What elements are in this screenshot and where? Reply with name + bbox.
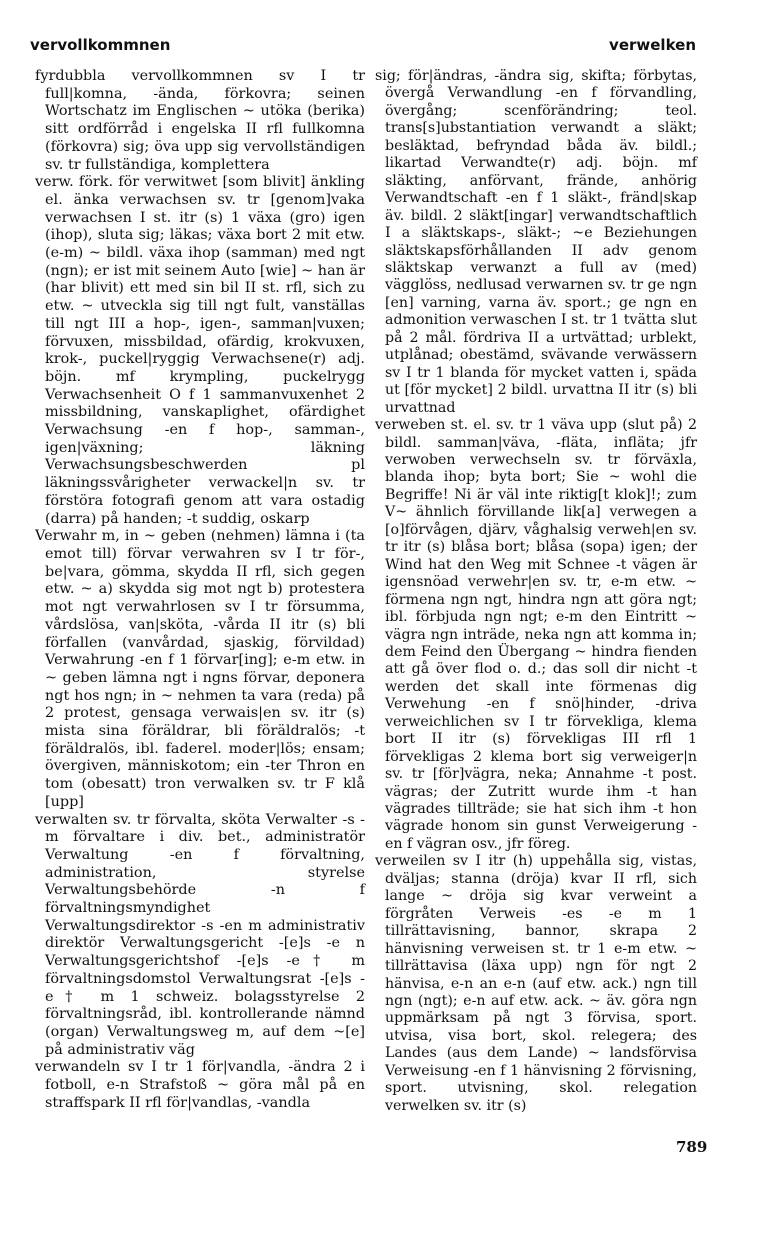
left-column	[35, 68, 365, 1112]
right-column	[375, 68, 697, 1115]
entry-paragraph: verwandeln sv I tr 1 för|vandla, -ändra 2 i fotboll, e-n Strafstoß ~ göra mål på en straffspark II rfl för|vandlas, -vandla	[35, 1059, 365, 1111]
entry-paragraph: verweben st. el. sv. tr 1 väva upp (slut på) 2 bildl. samman|väva, -fläta, infläta; jfr verwoben verwechseln sv. tr förväxla, blanda ihop; byta bort; Sie ~ wohl die Begriffe! Ni är väl inte riktig[t klok]!; zum V~ ähnlich förvillande lik[a] verwegen a [o]förvågen, djärv, våghalsig verweh|en sv. tr itr (s) blåsa bort; blåsa (sopa) igen; der Wind hat den Weg mit Schnee -t vägen är igensnöad verwehr|en sv. tr, e-m etw. ~ förmena ngn ngt, hindra ngn att göra ngt; ibl. förbjuda ngn ngt; e-m den Eintritt ~ vägra ngn inträde, neka ngn att komma in; dem Feind den Übergang ~ hindra fienden att gå över flod o. d.; das soll dir nicht -t werden det skall inte förmenas dig Verwehung -en f snö|hinder, -driva verweichlichen sv I tr förvekliga, klema bort II itr (s) förvekligas III rfl 1 förvekligas 2 klema bort sig verweiger|n sv. tr [för]vägra, neka; Annahme -t post. vägras; der Zutritt wurde ihm -t han vägrades tillträde; sie hat sich ihm -t hon vägrade honom sin gunst Verweigerung -en f vägran osv., jfr föreg.	[375, 417, 697, 852]
page-number: 789	[676, 1138, 708, 1156]
entry-paragraph: fyrdubbla vervollkommnen sv I tr full|komna, -ända, förkovra; seinen Wortschatz im Englischen ~ utöka (berika) sitt ordförråd i engelska II rfl fullkomna (förkovra) sig; öva upp sig vervollständigen sv. tr fullständiga, komplettera	[35, 68, 365, 173]
entry-paragraph: verweilen sv I itr (h) uppehålla sig, vistas, dväljas; stanna (dröja) kvar II rfl, sich lange ~ dröja sig kvar verweint a förgråten Verweis -es -e m 1 tillrättavisning, bannor, skrapa 2 hänvisning verweisen st. tr 1 e-m etw. ~ tillrättavisa (läxa upp) ngn för ngt 2 hänvisa, e-n an e-n (auf etw. ack.) ngn till ngn (ngt); e-n auf etw. ack. ~ äv. göra ngn uppmärksam på ngt 3 förvisa, sport. utvisa, visa bort, skol. relegera; des Landes (aus dem Lande) ~ landsförvisa Verweisung -en f 1 hänvisning 2 förvisning, sport. utvisning, skol. relegation verwelken sv. itr (s)	[375, 853, 697, 1114]
entry-paragraph: verwalten sv. tr förvalta, sköta Verwalter -s - m förvaltare i div. bet., administratör Verwaltung -en f förvaltning, administration, styrelse Verwaltungsbehörde -n f förvaltningsmyndighet Verwaltungsdirektor -s -en m administrativ direktör Verwaltungsgericht -[e]s -e n Verwaltungsgerichtshof -[e]s -e† m förvaltningsdomstol Verwaltungsrat -[e]s -e† m 1 schweiz. bolagsstyrelse 2 förvaltningsråd, ibl. kontrollerande nämnd (organ) Verwaltungsweg m, auf dem ~[e] på administrativ väg	[35, 811, 365, 1058]
right-guideword: verwelken	[609, 36, 696, 54]
entry-paragraph: verw. förk. för verwitwet [som blivit] änkling el. änka verwachsen sv. tr [genom]vaka verwachsen I st. itr (s) 1 växa (gro) igen (ihop), sluta sig; läkas; växa bort 2 mit etw. (e-m) ~ bildl. växa ihop (samman) med ngt (ngn); er ist mit seinem Auto [wie] ~ han är (har blivit) ett med sin bil II st. rfl, sich zu etw. ~ utveckla sig till ngt fult, vanställas till ngt III a hop-, igen-, samman|vuxen; förvuxen, missbildad, ofärdig, krokvuxen, krok-, puckel|ryggig Verwachsene(r) adj. böjn. mf krympling, puckelrygg Verwachsenheit O f 1 sammanvuxenhet 2 missbildning, vanskaplighet, ofärdighet Verwachsung -en f hop-, samman-, igen|växning; läkning Verwachsungsbeschwerden pl läkningssvårigheter verwackel|n sv. tr förstöra fotografi genom att vara ostadig (darra) på handen; -t suddig, oskarp	[35, 174, 365, 527]
entry-paragraph: Verwahr m, in ~ geben (nehmen) lämna i (ta emot till) förvar verwahren sv I tr för-, be|vara, gömma, skydda II rfl, sich gegen etw. ~ a) skydda sig mot ngt b) protestera mot ngt verwahrlosen sv I tr försumma, vårdslösa, van|sköta, -vårda II itr (s) bli förfallen (vanvårdad, sjaskig, förvildad) Verwahrung -en f 1 förvar[ing]; e-m etw. in ~ geben lämna ngt i ngns förvar, deponera ngt hos ngn; in ~ nehmen ta vara (reda) på 2 protest, gensaga verwais|en sv. itr (s) mista sina föräldrar, bli föräldralös; -t föräldralös, ibl. faderel. moder|lös; ensam; övergiven, människotom; ein -ter Thron en tom (obesatt) tron verwalken sv. tr F klå [upp]	[35, 528, 365, 810]
entry-paragraph: sig; för|ändras, -ändra sig, skifta; förbytas, övergå Verwandlung -en f förvandling, övergång; scenförändring; teol. trans[s]ubstantiation verwandt a släkt; besläktad, befryndad båda äv. bildl.; likartad Verwandte(r) adj. böjn. mf släkting, anförvant, frände, anhörig Verwandtschaft -en f 1 släkt-, fränd|skap äv. bildl. 2 släkt[ingar] verwandtschaftlich I a släktskaps-, släkt-; ~e Beziehungen släktskapsförhållanden II adv genom släktskap verwanzt a full av (med) vägglöss, nedlusad verwarnen sv. tr ge ngn [en] varning, varna äv. sport.; ge ngn en admonition verwaschen I st. tr 1 tvätta slut på 2 mål. fördriva II a urtvättad; urblekt, utplånad; obestämd, svävande verwässern sv I tr 1 blanda för mycket vatten i, späda ut [för mycket] 2 bildl. urvattna II itr (s) bli urvattnad	[375, 68, 697, 416]
left-guideword: vervollkommnen	[30, 36, 171, 54]
